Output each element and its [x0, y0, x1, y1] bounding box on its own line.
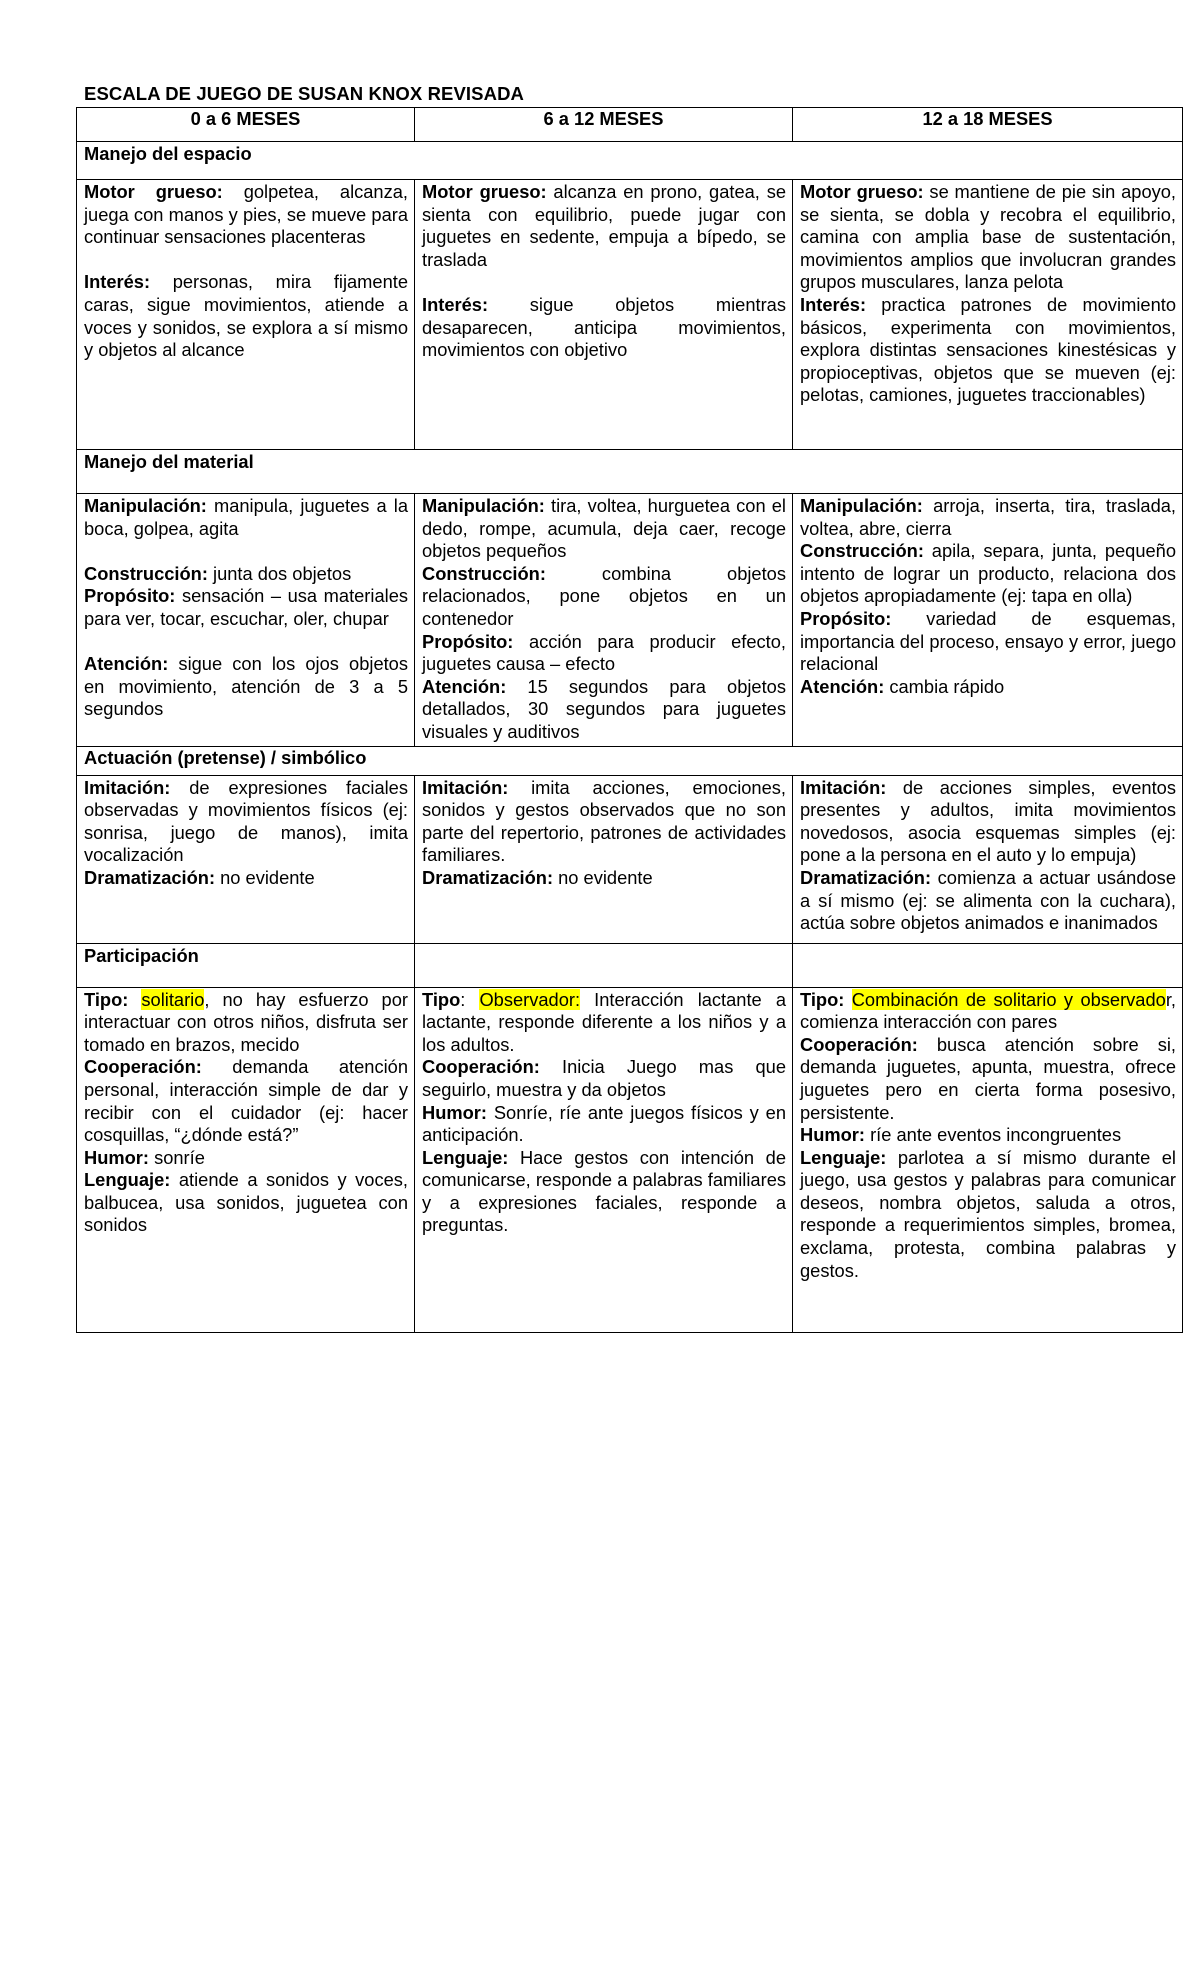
item-text: practica patrones de movimiento básicos, experimenta con movimientos, explora distintas sensaciones kinestésicas y propioceptivas, objetos que se mueven (ej: pelotas, camiones, juguetes traccionables): [800, 293, 1176, 406]
item-label: Cooperación:: [84, 1056, 202, 1078]
cell-paragraph: [84, 271, 408, 361]
item-label: Cooperación:: [422, 1056, 540, 1078]
item-label: Interés:: [84, 271, 151, 293]
cell-paragraph: [800, 608, 1176, 676]
item-label: Atención:: [422, 675, 507, 697]
cell-paragraph: [84, 495, 408, 540]
cell-paragraph: [800, 181, 1176, 294]
item-text: variedad de esquemas, importancia del proceso, ensayo y error, juego relacional: [800, 607, 1176, 675]
column-header: 6 a 12 MESES: [415, 108, 793, 142]
table-row: [77, 987, 1183, 1332]
item-label: Humor:: [84, 1146, 149, 1168]
item-label: Imitación:: [422, 776, 509, 798]
item-text: comienza a actuar usándose a sí mismo (ej: se alimenta con la cuchara), actúa sobre objetos animados e inanimados: [800, 866, 1176, 934]
cell-paragraph: [800, 676, 1176, 699]
item-label: Atención:: [84, 653, 169, 675]
item-label: Manipulación:: [422, 495, 545, 516]
item-text: de acciones simples, eventos presentes y adultos, imita movimientos novedosos, asocia esquemas simples (ej: pone a la persona en el auto y lo empuja): [800, 776, 1176, 866]
item-text: acción para producir efecto, juguetes causa – efecto: [422, 630, 786, 675]
item-text: golpetea, alcanza, juega con manos y pies, se mueve para continuar sensaciones placenteras: [84, 181, 408, 248]
table-cell: [77, 180, 415, 450]
cell-paragraph: [84, 777, 408, 867]
cell-paragraph: [422, 1102, 786, 1147]
item-label: Interés:: [800, 293, 867, 315]
item-label: Imitación:: [800, 776, 887, 798]
cell-paragraph: [422, 1056, 786, 1101]
item-label: Humor:: [422, 1101, 487, 1123]
item-text: atiende a sonidos y voces, balbucea, usa sonidos, juguetea con sonidos: [84, 1169, 408, 1236]
item-label: Lenguaje:: [800, 1146, 887, 1168]
cell-paragraph: [800, 867, 1176, 935]
table-cell: [793, 775, 1183, 943]
cell-paragraph: [84, 653, 408, 721]
item-text: imita acciones, emociones, sonidos y gestos observados que no son parte del repertorio, patrones de actividades familiares.: [422, 776, 786, 866]
item-text: se mantiene de pie sin apoyo, se sienta, se dobla y recobra el equilibrio, camina con amplia base de sustentación, movimientos amplios que involucran grandes grupos musculares, lanza pelota: [800, 181, 1176, 293]
item-text: alcanza en prono, gatea, se sienta con equilibrio, puede jugar con juguetes en sedente, empuja a bípedo, se traslada: [422, 181, 786, 270]
item-text: sensación – usa materiales para ver, tocar, escuchar, oler, chupar: [84, 585, 408, 629]
item-text: :: [460, 988, 480, 1010]
document-title: ESCALA DE JUEGO DE SUSAN KNOX REVISADA: [84, 83, 524, 104]
item-text: demanda atención personal, interacción simple de dar y recibir con el cuidador (ej: hacer cosquillas, “¿dónde está?”: [84, 1056, 408, 1146]
item-text: sigue con los ojos objetos en movimiento, atención de 3 a 5 segundos: [84, 653, 408, 720]
item-label: Construcción:: [84, 562, 208, 584]
section-heading-simbolico: Actuación (pretense) / simbólico: [77, 746, 1183, 775]
table-cell: [793, 494, 1183, 747]
item-text: [128, 989, 141, 1010]
item-label: Cooperación:: [800, 1033, 918, 1055]
item-label: Motor grueso:: [800, 181, 924, 202]
cell-paragraph: [422, 1147, 786, 1237]
item-text: manipula, juguetes a la boca, golpea, agita: [84, 495, 408, 539]
section-heading-row: [77, 943, 1183, 987]
item-label: Motor grueso:: [422, 181, 547, 202]
cell-paragraph: [422, 181, 786, 271]
table-cell: [415, 987, 793, 1332]
item-text: [844, 989, 851, 1010]
item-text: no evidente: [215, 866, 315, 888]
item-text: de expresiones faciales observadas y movimientos físicos (ej: sonrisa, juego de manos), imita vocalización: [84, 776, 408, 866]
item-text: ríe ante eventos incongruentes: [865, 1124, 1122, 1146]
table-cell: [77, 494, 415, 747]
table-cell: [77, 987, 415, 1332]
item-label: Construcción:: [800, 540, 924, 562]
item-label: Construcción:: [422, 562, 546, 584]
item-text: sigue objetos mientras desaparecen, anticipa movimientos, movimientos con objetivo: [422, 293, 786, 361]
item-text: r, comienza interacción con pares: [800, 988, 1176, 1033]
section-heading-participacion: Participación: [77, 943, 415, 987]
item-label: Dramatización:: [800, 866, 932, 888]
item-text: sonríe: [149, 1146, 205, 1168]
highlighted-text: Observador:: [479, 988, 581, 1010]
highlighted-text: Combinación de solitario y observado: [851, 988, 1166, 1010]
cell-paragraph: [800, 989, 1176, 1034]
cell-paragraph: [422, 563, 786, 631]
item-text: cambia rápido: [884, 675, 1005, 697]
paragraph-gap: [422, 271, 786, 294]
item-text: junta dos objetos: [207, 562, 352, 584]
table-cell: [77, 775, 415, 943]
item-text: busca atención sobre si, demanda juguetes, apunta, muestra, ofrece juguetes pero en cierta forma posesivo, persistente.: [800, 1033, 1176, 1123]
item-label: Humor:: [800, 1124, 865, 1146]
item-text: personas, mira fijamente caras, sigue movimientos, atiende a voces y sonidos, se explora a sí mismo y objetos al alcance: [84, 271, 408, 361]
item-label: Propósito:: [84, 585, 176, 607]
item-label: Dramatización:: [84, 866, 216, 888]
table-row: [77, 494, 1183, 747]
cell-paragraph: [800, 1124, 1176, 1147]
cell-paragraph: [800, 1147, 1176, 1283]
cell-paragraph: [422, 676, 786, 744]
cell-paragraph: [84, 585, 408, 630]
table-row: [77, 775, 1183, 943]
cell-paragraph: [422, 867, 786, 890]
column-header: 12 a 18 MESES: [793, 108, 1183, 142]
cell-paragraph: [84, 181, 408, 249]
item-label: Tipo: [422, 988, 461, 1010]
cell-paragraph: [84, 1147, 408, 1170]
section-heading-row: [77, 142, 1183, 180]
item-label: Manipulación:: [800, 495, 923, 516]
item-label: Tipo:: [800, 988, 845, 1010]
item-text: Interacción lactante a lactante, responde diferente a los niños y a los adultos.: [422, 988, 786, 1055]
item-text: arroja, inserta, tira, traslada, voltea, abre, cierra: [800, 495, 1176, 539]
item-text: apila, separa, junta, pequeño intento de lograr un producto, relaciona dos objetos apropiadamente (ej: tapa en olla): [800, 540, 1176, 607]
cell-paragraph: [84, 867, 408, 890]
item-label: Propósito:: [422, 630, 514, 652]
cell-paragraph: [84, 989, 408, 1057]
cell-paragraph: [800, 777, 1176, 867]
item-text: Inicia Juego mas que seguirlo, muestra y da objetos: [422, 1056, 786, 1100]
highlighted-text: solitario: [141, 988, 205, 1010]
table-cell: [415, 494, 793, 747]
item-text: parlotea a sí mismo durante el juego, usa gestos y palabras para comunicar deseos, nombra objetos, saluda a otros, responde a requerimientos simples, bromea, exclama, protesta, combina palabras y gestos.: [800, 1146, 1176, 1281]
item-label: Lenguaje:: [422, 1146, 509, 1168]
cell-paragraph: [800, 294, 1176, 407]
table-row: [77, 180, 1183, 450]
play-scale-table: [76, 107, 1183, 1333]
table-cell: [415, 775, 793, 943]
item-text: no evidente: [553, 866, 653, 888]
item-label: Manipulación:: [84, 495, 207, 516]
section-heading-row: [77, 450, 1183, 494]
column-header: 0 a 6 MESES: [77, 108, 415, 142]
empty-cell: [793, 943, 1183, 987]
cell-paragraph: [422, 294, 786, 362]
cell-paragraph: [422, 989, 786, 1057]
item-text: Sonríe, ríe ante juegos físicos y en anticipación.: [422, 1101, 786, 1146]
item-label: Propósito:: [800, 607, 892, 629]
paragraph-gap: [84, 631, 408, 654]
section-heading-espacio: Manejo del espacio: [77, 142, 1183, 180]
cell-paragraph: [84, 1056, 408, 1146]
table-cell: [793, 180, 1183, 450]
cell-paragraph: [84, 563, 408, 586]
item-label: Imitación:: [84, 776, 171, 798]
cell-paragraph: [800, 1034, 1176, 1124]
cell-paragraph: [84, 1169, 408, 1237]
paragraph-gap: [84, 249, 408, 272]
item-text: 15 segundos para objetos detallados, 30 segundos para juguetes visuales y auditivos: [422, 675, 786, 742]
table-cell: [793, 987, 1183, 1332]
empty-cell: [415, 943, 793, 987]
item-text: Hace gestos con intención de comunicarse, responde a palabras familiares y a expresiones faciales, responde a preguntas.: [422, 1146, 786, 1236]
cell-paragraph: [800, 495, 1176, 540]
item-label: Dramatización:: [422, 866, 554, 888]
cell-paragraph: [422, 495, 786, 563]
item-label: Interés:: [422, 293, 489, 315]
item-text: combina objetos relacionados, pone objetos en un contenedor: [422, 562, 786, 629]
section-heading-material: Manejo del material: [77, 450, 1183, 494]
item-label: Motor grueso:: [84, 181, 223, 202]
section-heading-row: [77, 746, 1183, 775]
table-header-row: [77, 108, 1183, 142]
item-label: Lenguaje:: [84, 1169, 171, 1191]
item-label: Tipo:: [84, 988, 129, 1010]
cell-paragraph: [422, 631, 786, 676]
item-label: Atención:: [800, 675, 885, 697]
item-text: tira, voltea, hurguetea con el dedo, rompe, acumula, deja caer, recoge objetos pequeños: [422, 495, 786, 562]
table-cell: [415, 180, 793, 450]
cell-paragraph: [422, 777, 786, 867]
cell-paragraph: [800, 540, 1176, 608]
item-text: , no hay esfuerzo por interactuar con otros niños, disfruta ser tomado en brazos, mecido: [84, 988, 408, 1055]
paragraph-gap: [84, 540, 408, 563]
